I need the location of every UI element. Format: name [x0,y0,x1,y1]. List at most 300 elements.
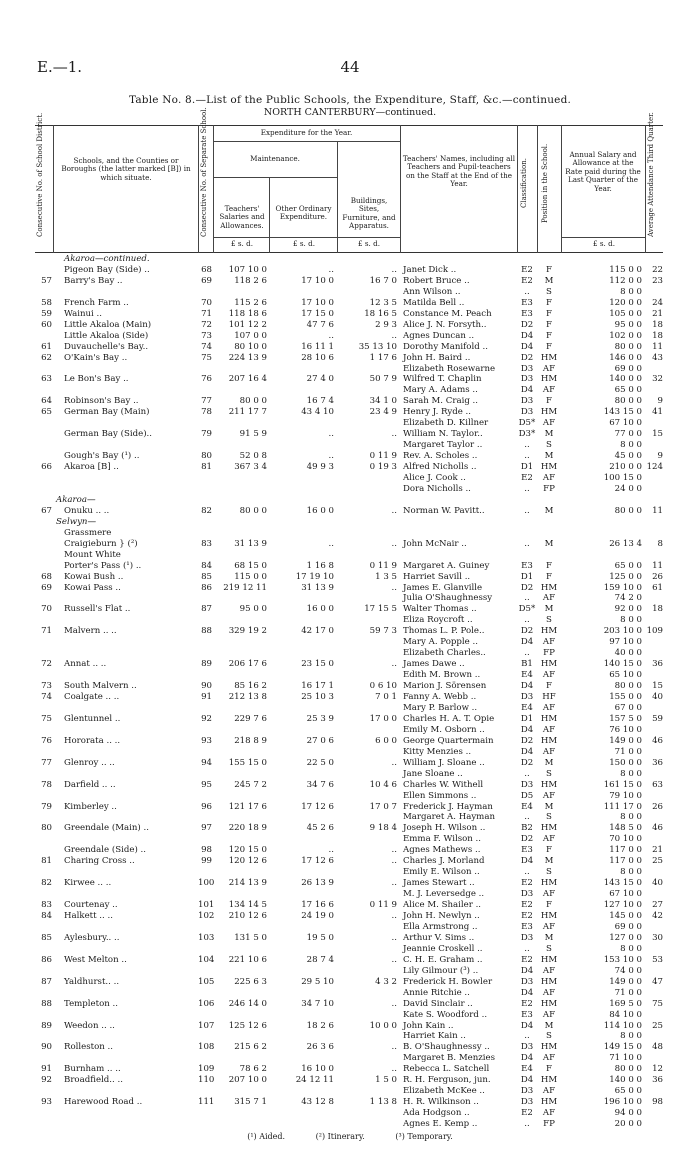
salary: 80 0 0 [614,505,642,516]
classification: E2 [521,473,533,483]
classification: E2 [521,911,533,921]
attendance: 46 [652,735,663,746]
header-classification: Classification. [520,158,528,208]
teacher-name: Alice J. Cook .. [403,473,466,483]
header-teachers-salaries: Teachers' Salaries and Allowances. [219,204,265,230]
district-no: 69 [41,582,52,593]
other-expenditure: 17 16 6 [301,900,334,911]
classification: D2 [520,582,534,593]
teachers-salaries: 91 5 9 [239,429,267,440]
buildings: 1 3 5 [375,571,397,582]
salary: 140 0 0 [609,1075,642,1086]
attendance: 23 [652,275,663,286]
district-no: 93 [41,1097,52,1108]
teachers-salaries: 221 10 6 [228,954,267,965]
school-name: Kimberley .. [64,801,117,812]
header-top-rule [35,125,663,126]
position: M [544,505,554,516]
attendance: 53 [652,954,663,965]
classification: E3 [521,297,533,308]
attendance: 109 [646,626,663,637]
teachers-salaries: 120 12 6 [228,856,267,867]
other-expenditure: 17 19 10 [295,571,334,582]
district-no: 61 [41,341,52,352]
position: AF [542,363,556,374]
other-expenditure: 16 0 0 [306,604,334,615]
table-title: Table No. 8.—List of the Public Schools, the Expenditure, Staff, &c.—continued. [128,94,572,106]
position: AF [542,418,556,429]
teacher-name: Jeannie Croskell .. [403,943,483,954]
teachers-salaries: 134 14 5 [228,900,267,911]
teacher-name: Constance M. Peach [403,308,492,319]
teachers-salaries: 68 15 0 [234,560,267,571]
position: HM [540,713,558,724]
buildings: 50 7 9 [369,374,397,385]
report-code: E.—1. [37,58,83,76]
classification: D3 [520,1042,534,1053]
buildings: .. [391,1042,397,1053]
position: HM [540,626,558,637]
teacher-name: Walter Thomas .. [403,604,477,615]
classification: D4 [520,856,534,867]
position: HM [540,878,558,889]
classification: D3 [520,779,534,790]
teacher-name: Eliza Roycroft .. [403,615,473,626]
teachers-salaries: 80 0 0 [239,505,267,516]
position: HM [540,1097,558,1108]
buildings: 0 11 9 [369,451,397,462]
classification: D4 [520,746,534,757]
separate-no: 81 [201,462,212,473]
position: S [546,1031,552,1042]
header-position: Position in the School. [541,143,549,223]
salary: 155 0 0 [609,692,642,702]
attendance: 98 [652,1097,663,1108]
divider [537,125,538,253]
other-expenditure: 25 10 3 [301,692,334,702]
salary: 145 0 0 [609,911,642,921]
position: HM [540,462,558,473]
buildings: .. [391,911,397,921]
salary: 196 10 0 [603,1097,642,1108]
buildings: 7 0 1 [375,692,397,702]
teachers-salaries: 80 10 0 [234,341,267,352]
position: S [546,615,552,626]
buildings: .. [391,845,397,856]
salary: 24 0 0 [614,483,642,494]
other-expenditure: 22 5 0 [306,757,334,768]
school-name: Hororata .. .. [64,735,121,746]
attendance: 41 [652,407,663,418]
school-name: Darfield .. .. [64,779,116,790]
separate-no: 110 [198,1075,215,1086]
separate-no: 72 [201,319,212,330]
position: M [544,604,554,615]
teacher-name: Annie Ritchie .. [403,987,470,998]
teacher-name: Agnes Mathews .. [403,845,481,856]
divider [213,125,214,253]
teacher-name: John H. Baird .. [403,352,471,363]
district-no: 68 [41,571,52,582]
district-no: 92 [41,1075,52,1086]
district-no: 71 [41,626,52,637]
attendance: 36 [652,1075,663,1086]
other-expenditure: 17 12 6 [301,801,334,812]
school-name: Wainui .. [64,308,102,319]
other-expenditure: 16 11 1 [301,341,334,352]
classification: D4 [520,965,534,976]
school-name: Little Akaloa (Main) [64,319,152,330]
salary: 125 0 0 [609,571,642,582]
buildings: 16 7 0 [369,275,397,286]
salary: 8 0 0 [620,768,642,779]
district-no: 79 [41,801,52,812]
teachers-salaries: 115 2 6 [234,297,267,308]
salary: 127 0 0 [609,932,642,943]
position: HM [540,998,558,1009]
other-expenditure: 45 2 6 [306,823,334,834]
school-name: South Malvern .. [64,681,137,692]
other-expenditure: 16 17 1 [301,681,334,692]
teacher-name: Janet Dick .. [403,264,457,275]
buildings: 0 11 9 [369,900,397,911]
attendance: 11 [652,560,663,571]
teacher-name: Robert Bruce .. [403,275,470,286]
teacher-name: Ada Hodgson .. [403,1108,470,1119]
buildings: 17 0 7 [369,801,397,812]
salary: 8 0 0 [620,1031,642,1042]
buildings: 10 4 6 [369,779,397,790]
salary: 65 10 0 [609,670,642,681]
separate-no: 100 [198,878,215,889]
salary: 8 0 0 [620,286,642,297]
teachers-salaries: 225 6 3 [234,976,267,987]
classification: D1 [520,462,534,473]
district-no: 76 [41,735,52,746]
attendance: 40 [652,878,663,889]
buildings: 9 18 4 [369,823,397,834]
attendance: 25 [652,856,663,867]
separate-no: 68 [201,264,212,275]
other-expenditure: 24 12 11 [295,1075,334,1086]
attendance: 40 [652,692,663,702]
teacher-name: Ellen Simmons .. [403,790,477,801]
teacher-name: James Dawe .. [403,659,465,670]
footnote: (²) Itinerary. [315,1132,365,1141]
buildings: .. [391,932,397,943]
attendance: 26 [652,801,663,812]
classification: D1 [520,571,534,582]
salary: 67 10 0 [609,418,642,429]
classification: .. [524,286,530,297]
separate-no: 102 [198,911,215,921]
salary: 8 0 0 [620,615,642,626]
classification: E2 [521,275,533,286]
school-name: Mount White [64,549,121,560]
classification: .. [524,440,530,451]
classification: D5 [520,790,534,801]
classification: .. [524,812,530,823]
separate-no: 105 [198,976,215,987]
classification: .. [524,943,530,954]
salary: 8 0 0 [620,812,642,823]
salary: 159 10 0 [603,582,642,593]
buildings: 4 3 2 [375,976,397,987]
separate-no: 106 [198,998,215,1009]
position: AF [542,702,556,713]
teachers-salaries: 85 16 2 [234,681,267,692]
salary: 65 0 0 [614,1086,642,1097]
district-no: 89 [41,1020,52,1031]
classification: D4 [520,330,534,341]
salary: 40 0 0 [614,648,642,659]
school-name: Little Akaloa (Side) [64,330,149,341]
salary: 146 0 0 [609,352,642,363]
classification: E2 [521,900,533,911]
classification: E4 [521,702,533,713]
attendance: 61 [652,582,663,593]
teacher-name: James E. Glanville [403,582,483,593]
classification: D2 [520,757,534,768]
lsd-label: £ s. d. [592,239,615,248]
teachers-salaries: 52 0 8 [239,451,267,462]
buildings: 1 13 8 [369,1097,397,1108]
position: M [544,451,554,462]
other-expenditure: 42 17 0 [301,626,334,637]
school-name: Harewood Road .. [64,1097,143,1108]
school-name: Kowai Bush .. [64,571,124,582]
position: M [544,801,554,812]
salary: 92 0 0 [614,604,642,615]
buildings: 35 13 10 [358,341,397,352]
classification: D4 [520,987,534,998]
salary: 71 0 0 [614,746,642,757]
separate-no: 103 [198,932,215,943]
teachers-salaries: 206 17 6 [228,659,267,670]
teacher-name: Charles J. Morland [403,856,485,867]
other-expenditure: .. [328,330,334,341]
classification: E4 [521,670,533,681]
table-subtitle: NORTH CANTERBURY—continued. [263,107,437,118]
lsd-label: £ s. d. [357,239,380,248]
header-attendance: Average Attendance Third Quarter. [647,112,655,237]
school-name: Kirwee .. .. [64,878,112,889]
position: F [546,330,552,341]
position: F [546,308,552,319]
salary: 97 10 0 [609,637,642,648]
other-expenditure: 17 10 0 [301,275,334,286]
salary: 69 0 0 [614,363,642,374]
position: M [544,757,554,768]
salary: 80 0 0 [614,341,642,352]
separate-no: 71 [201,308,212,319]
classification: .. [524,483,530,494]
position: AF [542,834,556,845]
other-expenditure: 24 19 0 [301,911,334,921]
position: F [546,681,552,692]
position: AF [542,1086,556,1097]
classification: D2 [520,626,534,637]
divider [561,125,562,253]
classification: D3 [520,692,534,702]
position: M [544,1020,554,1031]
teachers-salaries: 245 7 2 [234,779,267,790]
district-no: 62 [41,352,52,363]
teachers-salaries: 212 13 8 [228,692,267,702]
district-no: 75 [41,713,52,724]
attendance: 11 [652,341,663,352]
district-no: 70 [41,604,52,615]
teachers-salaries: 211 17 7 [228,407,267,418]
district-no: 58 [41,297,52,308]
position: HM [540,735,558,746]
salary: 74 2 0 [614,593,642,604]
position: HM [540,352,558,363]
teacher-name: Mary A. Popple .. [403,637,478,648]
teacher-name: Edith M. Brown .. [403,670,481,681]
salary: 79 10 0 [609,790,642,801]
buildings: 18 16 5 [364,308,397,319]
classification: E4 [521,1064,533,1075]
other-expenditure: .. [328,451,334,462]
teacher-name: William N. Taylor.. [403,429,483,440]
classification: D4 [520,1020,534,1031]
other-expenditure: 17 15 0 [301,308,334,319]
salary: 70 10 0 [609,834,642,845]
teachers-salaries: 118 18 6 [228,308,267,319]
lsd-label: £ s. d. [292,239,315,248]
school-name: West Melton .. [64,954,127,965]
district-no: 60 [41,319,52,330]
classification: D4 [520,341,534,352]
other-expenditure: 26 13 9 [301,878,334,889]
salary: 127 10 0 [603,900,642,911]
teacher-name: Agnes Duncan .. [403,330,475,341]
buildings: .. [391,998,397,1009]
teacher-name: Thomas L. P. Pole.. [403,626,485,637]
salary: 149 0 0 [609,735,642,746]
position: F [546,571,552,582]
teacher-name: Arthur V. Sims .. [403,932,475,943]
other-expenditure: 16 7 4 [306,396,334,407]
district-no: 91 [41,1064,52,1075]
divider [213,141,400,142]
teacher-name: Rebecca L. Satchell [403,1064,490,1075]
teacher-name: David Sinclair .. [403,998,473,1009]
teacher-name: R. H. Ferguson, jun. [403,1075,491,1086]
teachers-salaries: 207 10 0 [228,1075,267,1086]
attendance: 36 [652,659,663,670]
classification: D4 [520,637,534,648]
buildings: 6 0 0 [375,735,397,746]
separate-no: 107 [198,1020,215,1031]
district-no: 80 [41,823,52,834]
school-name: Russell's Flat .. [64,604,131,615]
district-no: 81 [41,856,52,867]
separate-no: 79 [201,429,212,440]
header-other-expenditure: Other Ordinary Expenditure. [275,204,332,222]
separate-no: 87 [201,604,212,615]
classification: D4 [520,1075,534,1086]
school-name: Halkett .. .. [64,911,113,921]
attendance: 21 [652,845,663,856]
buildings: 10 0 0 [369,1020,397,1031]
classification: D3 [520,932,534,943]
footnote: (¹) Aided. [247,1132,286,1141]
header-district-no: Consecutive No. of School District. [36,112,44,237]
attendance: 30 [652,932,663,943]
buildings: 1 17 6 [369,352,397,363]
buildings: .. [391,878,397,889]
salary: 210 0 0 [609,462,642,473]
other-expenditure: 27 0 6 [306,735,334,746]
classification: E2 [521,1108,533,1119]
other-expenditure: 34 7 6 [306,779,334,790]
attendance: 18 [652,330,663,341]
separate-no: 98 [201,845,212,856]
teacher-name: M. J. Leversedge .. [403,889,485,900]
teachers-salaries: 367 3 4 [234,462,267,473]
buildings: 0 19 3 [369,462,397,473]
separate-no: 77 [201,396,212,407]
teachers-salaries: 121 17 6 [228,801,267,812]
salary: 157 5 0 [609,713,642,724]
attendance: 26 [652,571,663,582]
attendance: 59 [652,713,663,724]
separate-no: 69 [201,275,212,286]
teacher-name: Ann Wilson .. [403,286,461,297]
school-name: Glenroy .. .. [64,757,115,768]
salary: 150 0 0 [609,757,642,768]
position: F [546,560,552,571]
classification: .. [524,615,530,626]
separate-no: 88 [201,626,212,637]
attendance: 24 [652,297,663,308]
classification: D3 [520,976,534,987]
buildings: 0 6 10 [369,681,397,692]
teacher-name: Agnes E. Kemp .. [403,1119,478,1130]
teachers-salaries: 329 19 2 [228,626,267,637]
page-number: 44 [340,58,360,76]
classification: D3 [520,407,534,418]
teacher-name: Henry J. Ryde .. [403,407,472,418]
teachers-salaries: 214 13 9 [228,878,267,889]
teacher-name: Margaret A. Guiney [403,560,490,571]
teacher-name: H. R. Wilkinson .. [403,1097,479,1108]
teacher-name: Matilda Bell .. [403,297,465,308]
salary: 65 0 0 [614,560,642,571]
salary: 149 0 0 [609,976,642,987]
school-name: German Bay (Side).. [64,429,153,440]
district-no: 85 [41,932,52,943]
salary: 143 15 0 [603,878,642,889]
school-name: French Farm .. [64,297,129,308]
teachers-salaries: 315 7 1 [234,1097,267,1108]
classification: D3 [520,363,534,374]
position: AF [542,889,556,900]
separate-no: 95 [201,779,212,790]
footnote: (³) Temporary. [395,1132,453,1141]
classification: D4 [520,1053,534,1064]
teachers-salaries: 210 12 6 [228,911,267,921]
divider [213,237,400,238]
school-name: Robinson's Bay .. [64,396,139,407]
separate-no: 73 [201,330,212,341]
salary: 76 10 0 [609,724,642,735]
header-salary: Annual Salary and Allowance at the Rate paid during the Last Quarter of the Year. [565,150,641,193]
school-name: Yaldhurst.. .. [64,976,120,987]
separate-no: 75 [201,352,212,363]
